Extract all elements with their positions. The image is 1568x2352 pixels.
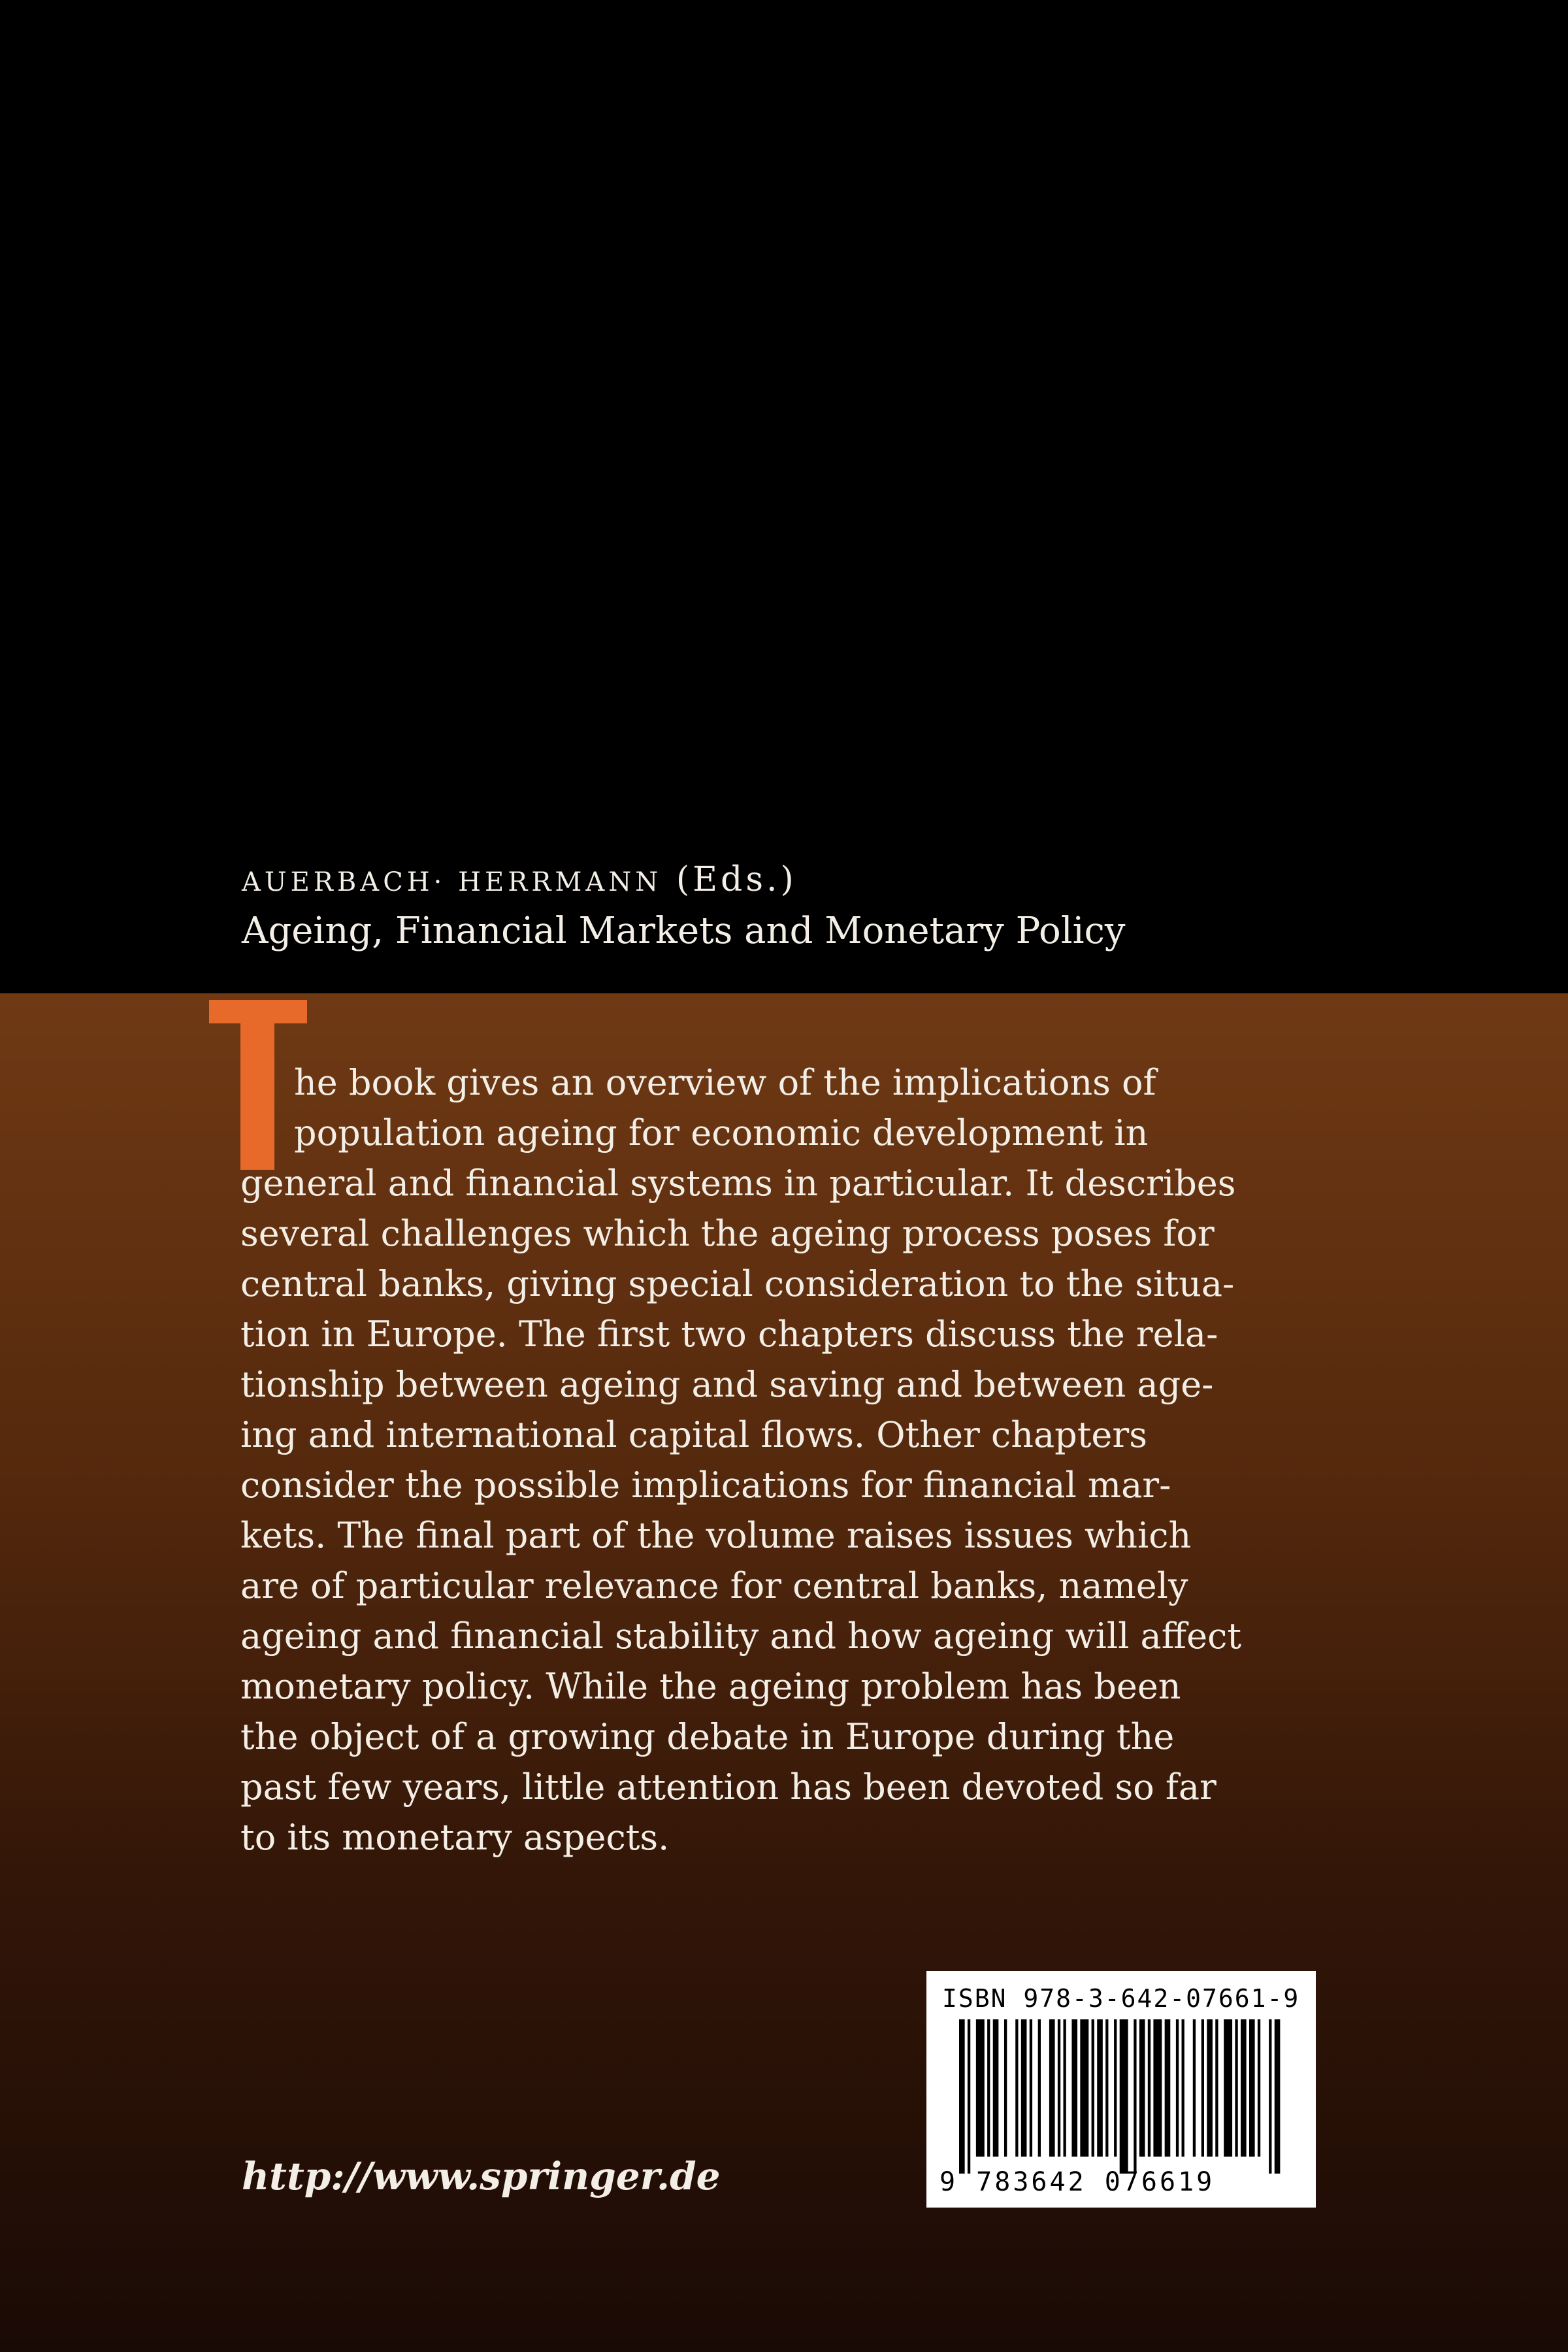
barcode-bar [1249, 2019, 1255, 2157]
barcode-bar [1105, 2019, 1108, 2157]
blurb-line: to its monetary aspects. [240, 1817, 670, 1858]
top-black-panel [0, 0, 1568, 993]
barcode-bar [1148, 2019, 1151, 2157]
barcode-bar [993, 2019, 999, 2157]
barcode-bar [1004, 2019, 1007, 2157]
barcode-bar [968, 2019, 970, 2174]
barcode-bar [987, 2019, 990, 2157]
barcode-bar [1241, 2019, 1247, 2157]
barcode-bar [1139, 2019, 1145, 2157]
barcode-bar [1207, 2019, 1213, 2157]
barcode-bar [959, 2019, 965, 2174]
barcode-bar [1015, 2019, 1018, 2157]
blurb-line: ageing and financial stability and how ageing will affect [240, 1615, 1242, 1657]
barcode-bar [1134, 2019, 1136, 2174]
barcode-bar [1021, 2019, 1027, 2157]
barcode-bar [976, 2019, 985, 2157]
barcode-bar [1269, 2019, 1271, 2174]
blurb-line: past few years, little attention has been devoted so far [240, 1766, 1217, 1808]
authors-eds: (Eds.) [676, 860, 797, 899]
barcode-bar [1153, 2019, 1162, 2157]
barcode-bar [1092, 2019, 1094, 2157]
blurb-line: monetary policy. While the ageing problem has been [240, 1666, 1181, 1707]
barcode-bar [1275, 2019, 1281, 2174]
authors-names: AUERBACH· HERRMANN [242, 867, 662, 897]
barcode-bar [1097, 2019, 1103, 2157]
book-title: Ageing, Financial Markets and Monetary Policy [242, 910, 1126, 952]
barcode-bar [1071, 2019, 1077, 2157]
barcode-bar [1165, 2019, 1171, 2157]
blurb-line: the object of a growing debate in Europe during the [240, 1716, 1175, 1757]
barcode-bar [1176, 2019, 1179, 2157]
barcode-bar [1215, 2019, 1218, 2157]
barcode-bar [1058, 2019, 1060, 2157]
blurb-line: population ageing for economic development in [294, 1112, 1149, 1153]
blurb-line: several challenges which the ageing process poses for [240, 1213, 1215, 1254]
blurb-line: central banks, giving special consideration to the situa- [240, 1263, 1235, 1304]
barcode-bar [1030, 2019, 1032, 2157]
blurb-line: tion in Europe. The first two chapters discuss the rela- [240, 1314, 1218, 1355]
barcode-bar [1120, 2019, 1128, 2174]
barcode-bar [1258, 2019, 1260, 2157]
barcode-number: 9 783642 076619 [939, 2167, 1215, 2197]
publisher-url: http://www.springer.de [242, 2154, 721, 2198]
authors-line [242, 860, 797, 899]
barcode-bar [1080, 2019, 1088, 2157]
blurb-line: tionship between ageing and saving and between age- [240, 1364, 1214, 1405]
barcode-bar [1114, 2019, 1117, 2157]
blurb-text [240, 1057, 1242, 1863]
barcode-bar [1063, 2019, 1066, 2157]
blurb-line: are of particular relevance for central banks, namely [240, 1565, 1188, 1606]
barcode-bar [1049, 2019, 1055, 2157]
barcode-bar [1182, 2019, 1184, 2157]
barcode-bar [1235, 2019, 1237, 2157]
barcode-graphic [959, 2019, 1286, 2174]
blurb-line: kets. The final part of the volume raises issues which [240, 1515, 1192, 1556]
barcode-bar [1038, 2019, 1041, 2157]
barcode-bar [1224, 2019, 1232, 2157]
barcode-bar [1201, 2019, 1204, 2157]
blurb-line: consider the possible implications for financial mar- [240, 1465, 1171, 1506]
isbn-barcode-box [926, 1971, 1316, 2208]
isbn-label: ISBN 978-3-642-07661-9 [942, 1984, 1300, 2013]
blurb-line: general and financial systems in particular. It describes [240, 1163, 1236, 1204]
blurb-line: ing and international capital flows. Other chapters [240, 1414, 1147, 1455]
blurb-line: he book gives an overview of the implications of [294, 1062, 1156, 1103]
barcode-bar [1193, 2019, 1196, 2157]
